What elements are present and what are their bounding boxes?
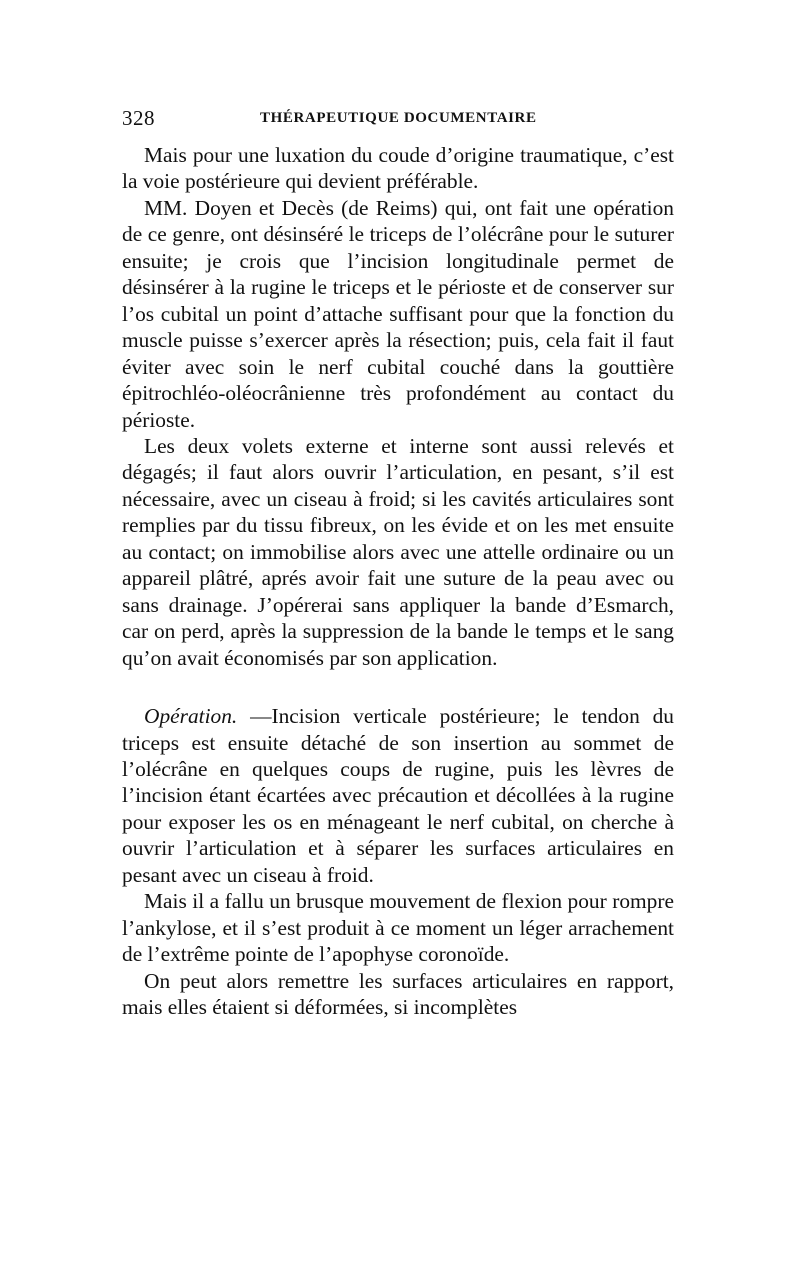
book-page	[122, 106, 674, 1021]
page-number: 328	[122, 106, 155, 130]
operation-text: —Incision verticale postérieure; le tendon du triceps est ensuite détaché de son insertion au sommet de l’olécrâne en quelques coups de rugine, puis les lèvres de l’incision étant écartées avec précaution et décollées à la rugine pour exposer les os en ménageant le nerf cubital, on cherche à ouvrir l’articulation et à séparer les surfaces articulaires en pesant avec un ciseau à froid.	[122, 704, 674, 887]
running-title: THÉRAPEUTIQUE DOCUMENTAIRE	[260, 110, 537, 126]
paragraph-1: Mais pour une luxation du coude d’origine traumatique, c’est la voie postérieure qui devient préférable.	[122, 143, 674, 194]
paragraph-5: Mais il a fallu un brusque mouvement de flexion pour rompre l’ankylose, et il s’est produit à ce moment un léger arrachement de l’extrême pointe de l’apophyse coronoïde.	[122, 889, 674, 967]
paragraph-3: Les deux volets externe et interne sont aussi relevés et dégagés; il faut alors ouvrir l’articulation, en pesant, s’il est nécessaire, avec un ciseau à froid; si les cavités articulaires sont remplies par du tissu fibreux, on les évide et on les met ensuite au contact; on immobilise alors avec une attelle ordinaire ou un appareil plâtré, aprés avoir fait une suture de la peau avec ou sans drainage. J’opérerai sans appliquer la bande d’Esmarch, car on perd, après la suppression de la bande le temps et le sang qu’on avait économisés par son application.	[122, 433, 674, 670]
paragraph-6: On peut alors remettre les surfaces articulaires en rapport, mais elles étaient si déformées, si incomplètes	[122, 968, 674, 1020]
operation-label: Opération.	[144, 704, 238, 729]
paragraph-2: MM. Doyen et Decès (de Reims) qui, ont fait une opération de ce genre, ont désinséré le triceps de l’olécrâne pour le suturer ensuite; je crois que l’incision longitudinale permet de désinsérer à la rugine le triceps et le périoste et de conserver sur l’os cubital un point d’attache suffisant pour que la fonction du muscle puisse s’exercer après la résection; puis, cela fait il faut éviter avec soin le nerf cubital couché dans la gouttière épitrochléo-oléocrânienne très profondément au contact du périoste.	[122, 195, 674, 432]
section-gap	[122, 671, 674, 703]
running-head	[122, 106, 674, 142]
paragraph-operation	[122, 703, 674, 888]
